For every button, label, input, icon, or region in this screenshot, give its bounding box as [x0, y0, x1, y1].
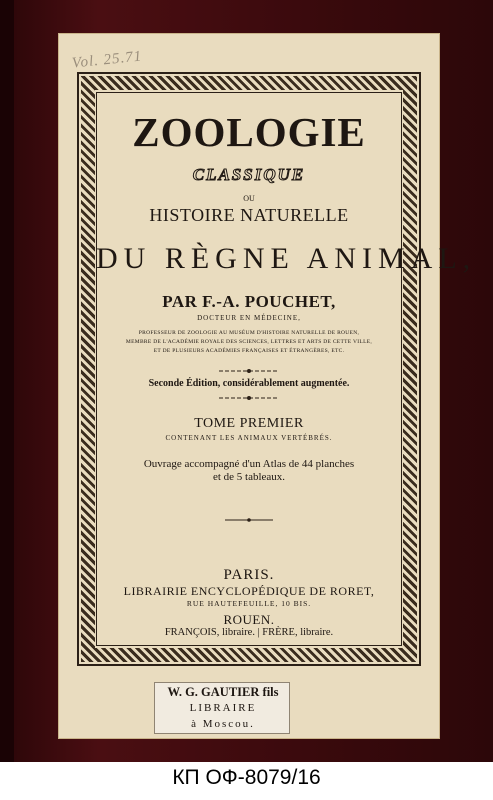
ornament-rule [219, 395, 279, 401]
booksellers-line: FRANÇOIS, libraire. | FRÈRE, libraire. [164, 627, 334, 638]
edition-line: Seconde Édition, considérablement augmentée. [148, 378, 350, 389]
ornament-rule [219, 368, 279, 374]
imprint-city: PARIS. [223, 567, 275, 583]
atlas-line: et de 5 tableaux. [212, 471, 286, 483]
author-credential: PROFESSEUR DE ZOOLOGIE AU MUSÉUM D'HISTOIRE NATURELLE DE ROUEN, [138, 330, 360, 336]
author-credential: ET DE PLUSIEURS ACADÉMIES FRANÇAISES ET ÉTRANGÈRES, ETC. [153, 348, 345, 354]
volume-contents: CONTENANT LES ANIMAUX VERTÉBRÉS. [165, 434, 333, 442]
ornament-rule [225, 517, 273, 523]
conjunction-ou: OU [243, 194, 255, 203]
regne-line: DU RÈGNE ANIMAL, [96, 242, 477, 275]
catalog-number: КП ОФ-8079/16 [172, 766, 321, 789]
label-name: W. G. GAUTIER fils [167, 685, 279, 699]
bookseller-label [154, 682, 290, 734]
label-profession: LIBRAIRE [189, 702, 257, 714]
volume-line: TOME PREMIER [194, 416, 304, 431]
spine-edge [0, 0, 14, 762]
label-city: à Moscou. [191, 718, 255, 730]
author-line: PAR F.-A. POUCHET, [162, 292, 336, 311]
publisher-name: LIBRAIRIE ENCYCLOPÉDIQUE DE RORET, [123, 584, 375, 598]
histoire-line: HISTOIRE NATURELLE [149, 205, 349, 225]
author-degree: DOCTEUR EN MÉDECINE, [197, 314, 301, 322]
book-subtitle: CLASSIQUE [192, 165, 306, 184]
handwritten-note: Vol. 25.71 [71, 48, 144, 72]
publisher-address: RUE HAUTEFEUILLE, 10 BIS. [186, 599, 312, 608]
imprint-city: ROUEN. [223, 612, 275, 627]
author-credential: MEMBRE DE L'ACADÉMIE ROYALE DES SCIENCES, LETTRES ET ARTS DE CETTE VILLE, [125, 339, 373, 345]
atlas-line: Ouvrage accompagné d'un Atlas de 44 planches [143, 458, 355, 470]
book-title: ZOOLOGIE [132, 109, 366, 155]
